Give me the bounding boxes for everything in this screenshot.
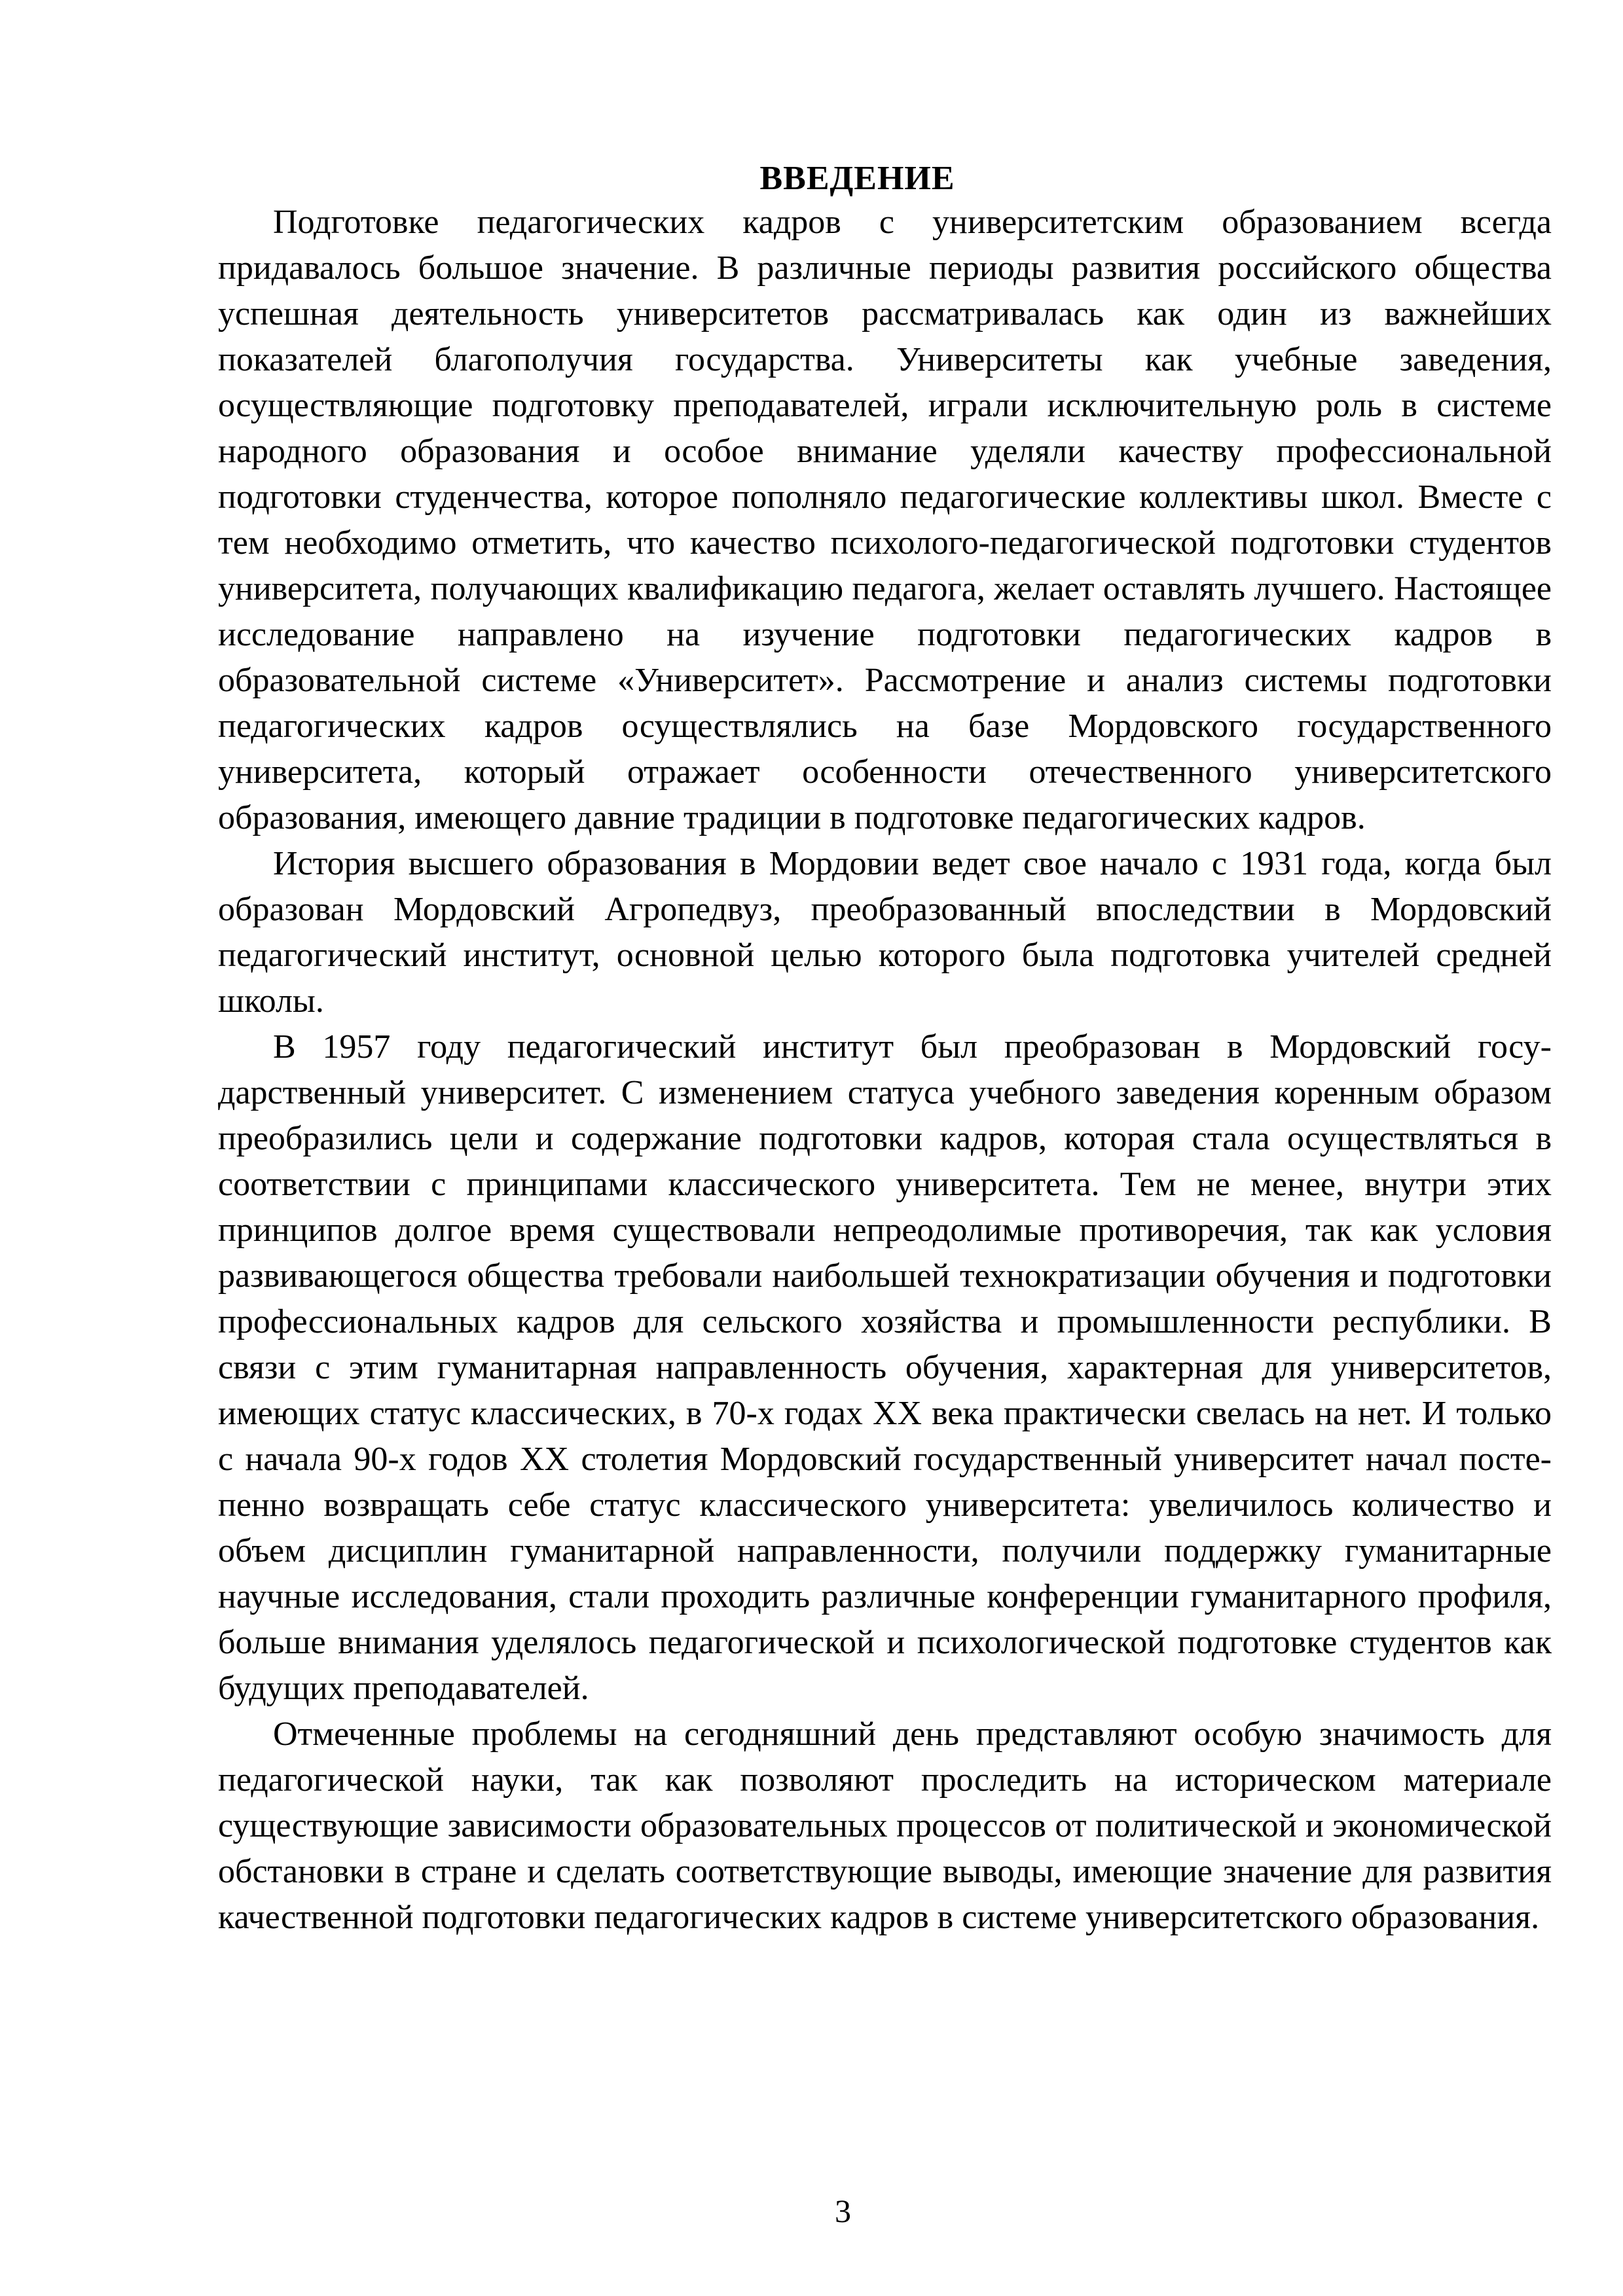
- body-text: [218, 200, 1552, 1941]
- paragraph: Подготовке педагогических кадров с университетским образованием всегда придавалось большое значение. В различные периоды развития российского общества успешная деятельность университетов рассматривалась как один из важнейших показателей благополучия государства. Университеты как учебные заведения, осуществляющие подготовку преподавателей, играли исключительную роль в системе народного образования и особое внимание уделяли качеству профессиональной подготовки студенчества, которое пополняло педагогические коллективы школ. Вместе с тем необходимо отметить, что качество психолого-педагогической подготовки студентов университета, получающих квалификацию педагога, желает оставлять лучшего. Настоящее исследование направлено на изучение подготовки педагогических кадров в образовательной системе «Университет». Рассмотрение и анализ системы подготовки педагогических кадров осуществлялись на базе Мордовского государственного университета, который отражает особенности отечественного университетского образования, имеющего давние традиции в подготовке педагогических кадров.: [218, 204, 1552, 836]
- paragraph: В 1957 году педагогический институт был преобразован в Мордовский государственный университет. С изменением статуса учебного заведения коренным образом преобразились цели и содержание подготовки кадров, которая стала осуществляться в соответствии с принципами классического университета. Тем не менее, внутри этих принципов долгое время существовали непреодолимые противоречия, так как условия развивающегося общества требовали наибольшей технократизации обучения и подготовки профессиональных кадров для сельского хозяйства и промышленности республики. В связи с этим гуманитарная направленность обучения, характерная для университетов, имеющих статус классических, в 70-х годах XX века практически свелась на нет. И только с начала 90-х годов XX столетия Мордовский государственный университет начал постепенно возвращать себе статус классического университета: увеличилось количество и объем дисциплин гуманитарной направленности, получили поддержку гуманитарные научные исследования, стали проходить различные конференции гуманитарного профиля, больше внимания уделялось педагогической и психологической подготовке студентов как будущих преподавателей.: [218, 1028, 1552, 1707]
- page-number: 3: [835, 2193, 851, 2229]
- paragraph: Отмеченные проблемы на сегодняшний день представляют особую значимость для педагогической науки, так как позволяют проследить на историческом материале существующие зависимости образовательных процессов от политической и экономической обстановки в стране и сделать соответствующие выводы, имеющие значение для развития качественной подготовки педагогических кадров в системе университетского образования.: [218, 1715, 1552, 1936]
- section-heading: ВВЕДЕНИЕ: [759, 160, 955, 197]
- paragraph: История высшего образования в Мордовии ведет свое начало с 1931 года, когда был образован Мордовский Агропедвуз, преобразованный впоследствии в Мордовский педагогический институт, основной целью которого была подготовка учителей средней школы.: [218, 845, 1552, 1020]
